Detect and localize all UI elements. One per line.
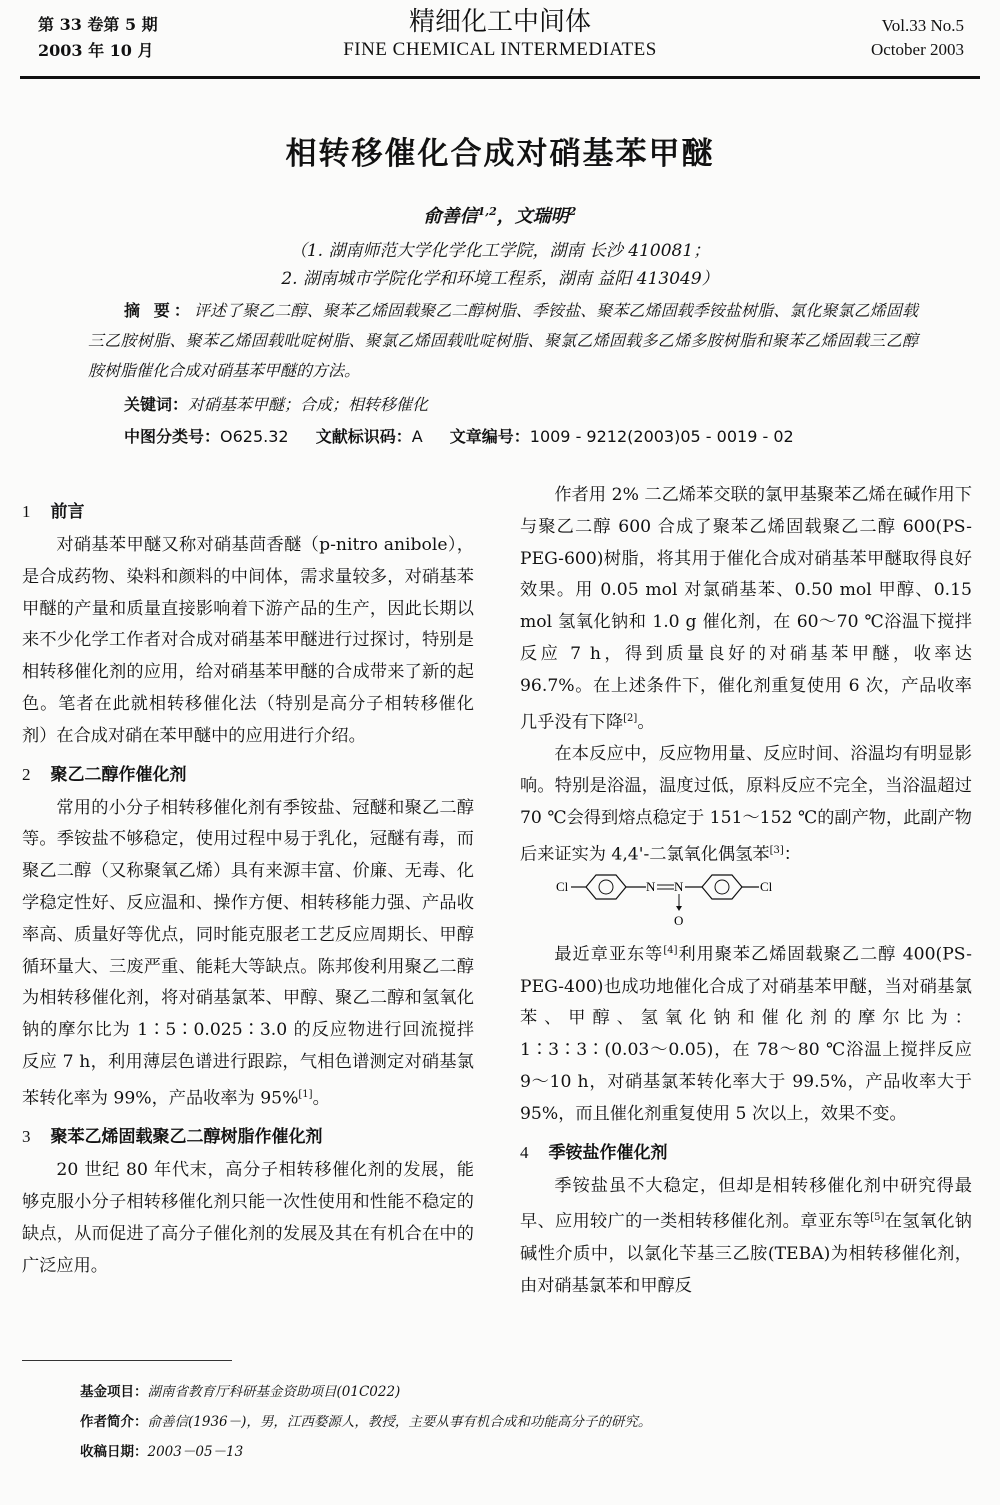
affiliation-2: 2. 湖南城市学院化学和环境工程系，湖南 益阳 413049） (281, 269, 719, 289)
footnote-author-bio: 作者简介：俞善信(1936－)，男，江西婺源人，教授，主要从事有机合成和功能高分子的研究。 (80, 1414, 652, 1430)
clc-value: O625.32 (220, 427, 289, 446)
abstract (88, 296, 918, 386)
journal-name-cn: 精细化工中间体 (408, 7, 591, 37)
header-divider (20, 76, 980, 79)
paragraph-bath-temp: 在本反应中，反应物用量、反应时间、浴温均有明显影响。特别是浴温，温度过低，原料反应不完全，当浴温超过 70 ℃会得到熔点稳定于 151～152 ℃的副产物，此副产物后来证实为 4,4'-二氯氧化偶氢苯[3]： (520, 744, 972, 865)
benzene-ring-left (586, 875, 626, 899)
volume-en: Vol.33 No.5 (881, 16, 964, 35)
keywords-text: 对硝基苯甲醚；合成；相转移催化 (188, 395, 429, 414)
section-heading-2: 2 聚乙二醇作催化剂 (22, 764, 187, 785)
benzene-ring-right (702, 875, 742, 899)
azoxy-structure-diagram (556, 871, 972, 929)
header-issue-cn (38, 12, 158, 64)
section-heading-1: 1 前言 (22, 502, 85, 522)
nitrogen-1-label: N (646, 879, 656, 895)
author-list (0, 202, 1000, 228)
citation-3: [3] (769, 844, 784, 856)
classification-line (124, 424, 816, 447)
doc-code-value: A (411, 427, 423, 446)
citation-2: [2] (623, 712, 638, 724)
citation-1: [1] (298, 1088, 313, 1100)
paragraph-ps-peg-600: 作者用 2% 二乙烯苯交联的氯甲基聚苯乙烯在碱作用下与聚乙二醇 600 合成了聚苯乙烯固载聚乙二醇 600(PS-PEG-600)树脂，将其用于催化合成对硝基苯甲醚取得良好效果。用 0.05 mol 对氯硝基苯、0.50 mol 甲醇、0.15 mol 氢氧化钠和 1.0 g 催化剂，在 60～70 ℃浴温下搅拌反应 7 h，得到质量良好的对硝基苯甲醚，收率达 96.7%。在上述条件下，催化剂重复使用 6 次，产品收率几乎没有下降[2]。 (520, 485, 972, 733)
chlorine-right-label: Cl (760, 879, 773, 895)
citation-4: [4] (663, 945, 678, 957)
clc-label: 中图分类号： (124, 427, 221, 446)
footnote-divider (22, 1360, 232, 1361)
author-2: 文瑞明 (514, 206, 569, 227)
journal-name (300, 6, 700, 62)
footnote-funding: 基金项目：湖南省教育厅科研基金资助项目(01C022) (80, 1384, 401, 1400)
date-cn: 2003 年 10 月 (38, 41, 154, 60)
article-number-label: 文章编号： (449, 427, 530, 446)
abstract-label: 摘 要： (124, 301, 194, 320)
paragraph-ps-peg-400: 最近章亚东等[4]利用聚苯乙烯固载聚乙二醇 400(PS-PEG-400)也成功地催化合成了对硝基苯甲醚，当对硝基氯苯、甲醇、氢氧化钠和催化剂的摩尔比为：1∶3∶3∶(0.03～0.05)，在 78～80 ℃浴温上搅拌反应 9～10 h，对硝基氯苯转化率大于 99.5%，产品收率大于 95%，而且催化剂重复使用 5 次以上，效果不变。 (520, 944, 972, 1124)
chlorine-left-label: Cl (556, 879, 569, 895)
paragraph-intro: 对硝基苯甲醚又称对硝基茴香醚（p-nitro anibole），是合成药物、染料和颜料的中间体，需求量较多，对硝基苯甲醚的产量和质量直接影响着下游产品的生产，因此长期以来不少化学工作者对合成对硝基苯甲醚进行过探讨，特别是相转移催化剂的应用，给对硝基苯甲醚的合成带来了新的起色。笔者在此就相转移催化法（特别是高分子相转移催化剂）在合成对硝在苯甲醚中的应用进行介绍。 (22, 535, 474, 746)
oxygen-label: O (674, 913, 684, 929)
author-1: 俞善信 (423, 206, 478, 227)
left-column (22, 490, 474, 1282)
paper-title: 相转移催化合成对硝基苯甲醚 (285, 136, 715, 172)
author-2-affil: 2 (568, 205, 577, 218)
affiliation-1: （1. 湖南师范大学化学化工学院，湖南 长沙 410081； (289, 241, 711, 261)
date-en: October 2003 (870, 40, 964, 59)
keywords (124, 392, 428, 415)
nitrogen-2-label: N (674, 879, 684, 895)
section-heading-3: 3 聚苯乙烯固载聚乙二醇树脂作催化剂 (22, 1127, 323, 1148)
right-column (520, 480, 972, 1302)
citation-5: [5] (870, 1212, 885, 1224)
author-1-affil: 1,2 (477, 205, 497, 218)
abstract-text: 评述了聚乙二醇、聚苯乙烯固载聚乙二醇树脂、季铵盐、聚苯乙烯固载季铵盐树脂、氯化聚氯乙烯固载三乙胺树脂、聚苯乙烯固载吡啶树脂、聚氯乙烯固载吡啶树脂、聚氯乙烯固载多乙烯多胺树脂和聚苯乙烯固载三乙醇胺树脂催化合成对硝基苯甲醚的方法。 (88, 301, 918, 380)
paragraph-peg: 常用的小分子相转移催化剂有季铵盐、冠醚和聚乙二醇等。季铵盐不够稳定，使用过程中易于乳化，冠醚有毒，而聚乙二醇（又称聚氧乙烯）具有来源丰富、价廉、无毒、化学稳定性好、反应温和、操作方便、相转移能力强、产品收率高、质量好等优点，同时能克服老工艺反应周期长、甲醇循环量大、三废严重、能耗大等缺点。陈邦俊利用聚乙二醇为相转移催化剂，将对硝基氯苯、甲醇、聚乙二醇和氢氧化钠的摩尔比为 1∶5∶0.025∶3.0 的反应物进行回流搅拌反应 7 h，利用薄层色谱进行跟踪，气相色谱测定对硝基氯苯转化率为 99%，产品收率为 95%[1]。 (22, 797, 474, 1109)
journal-name-en: FINE CHEMICAL INTERMEDIATES (343, 39, 657, 60)
footnote-received-date: 收稿日期：2003－05－13 (80, 1444, 244, 1460)
doc-code-label: 文献标识码： (315, 427, 412, 446)
author-separator: ， (496, 206, 515, 227)
article-number-value: 1009 - 9212(2003)05 - 0019 - 02 (529, 427, 794, 446)
keywords-label: 关键词： (124, 395, 189, 414)
paragraph-quaternary: 季铵盐虽不大稳定，但却是相转移催化剂中研究得最早、应用较广的一类相转移催化剂。章亚东等[5]在氢氧化钠碱性介质中，以氯化苄基三乙胺(TEBA)为相转移催化剂，由对硝基氯苯和甲醇反 (520, 1175, 972, 1296)
section-heading-4: 4 季铵盐作催化剂 (520, 1142, 668, 1163)
volume-cn: 第 33 卷第 5 期 (38, 15, 158, 34)
header-issue-en (871, 14, 964, 62)
paragraph-polymer-ptc: 20 世纪 80 年代末，高分子相转移催化剂的发展，能够克服小分子相转移催化剂只能一次性使用和性能不稳定的缺点，从而促进了高分子催化剂的发展及其在有机合在中的广泛应用。 (22, 1160, 474, 1276)
